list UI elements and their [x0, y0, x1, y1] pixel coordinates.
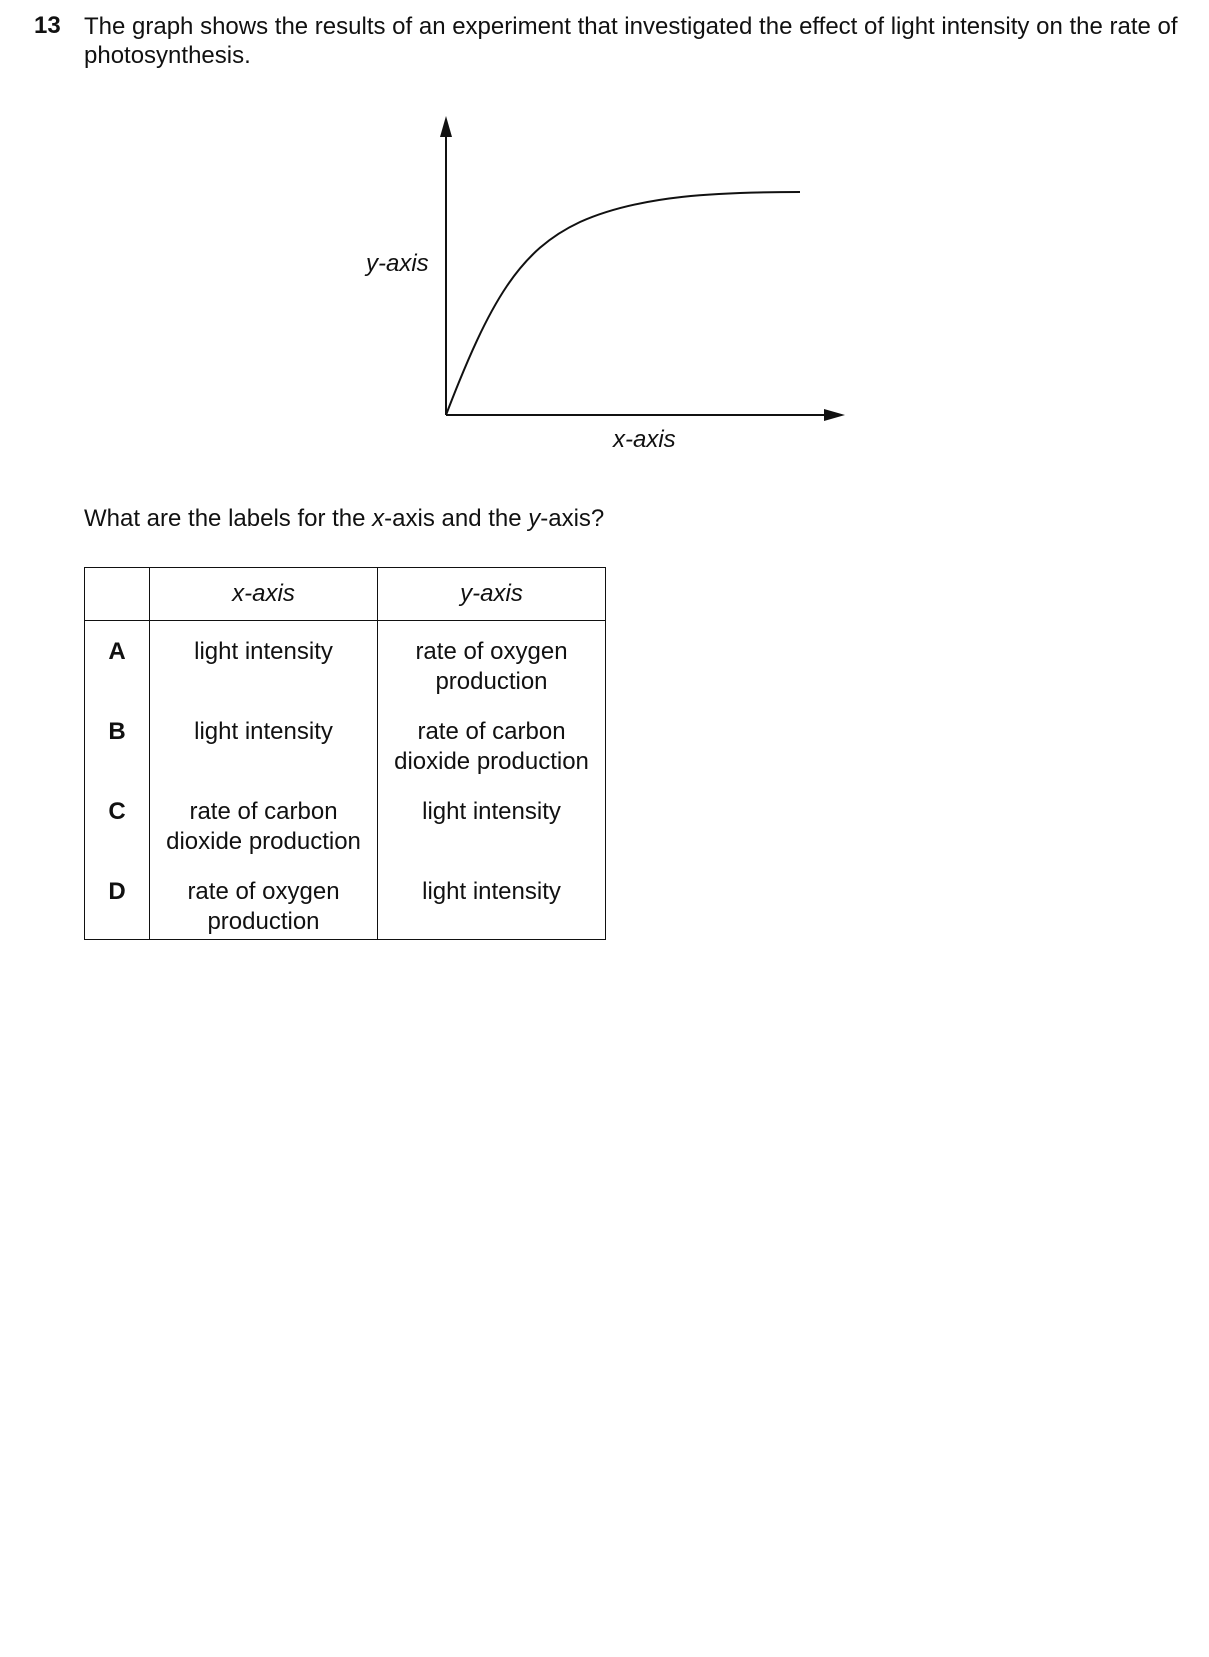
- header-y-axis: y-axis: [378, 568, 606, 621]
- option-y-label: light intensity: [378, 781, 606, 861]
- option-row-c[interactable]: [85, 781, 606, 861]
- option-x-label: rate of oxygen production: [150, 861, 378, 940]
- prompt-text-1: What are the labels for the: [84, 505, 373, 532]
- option-row-b[interactable]: [85, 701, 606, 781]
- question-stem: The graph shows the results of an experiment that investigated the effect of light intensity on the rate of photosynthesis.: [84, 13, 1178, 69]
- option-letter: B: [85, 701, 150, 781]
- option-x-label: rate of carbon dioxide production: [150, 781, 378, 861]
- prompt-x: x: [372, 505, 385, 532]
- option-y-label: rate of carbon dioxide production: [378, 701, 606, 781]
- option-row-a[interactable]: [85, 621, 606, 701]
- option-y-label: light intensity: [378, 861, 606, 940]
- option-x-label: light intensity: [150, 621, 378, 701]
- x-axis-label: x-axis: [613, 426, 676, 453]
- y-axis-label: y-axis: [366, 250, 429, 277]
- option-letter: C: [85, 781, 150, 861]
- question-number: 13: [34, 12, 61, 39]
- graph: [0, 0, 1209, 470]
- y-axis-arrow: [440, 116, 452, 137]
- header-x-axis: x-axis: [150, 568, 378, 621]
- prompt-text-3: -axis?: [540, 505, 605, 532]
- x-axis-arrow: [824, 409, 845, 421]
- header-blank: [85, 568, 150, 621]
- option-y-label: rate of oxygen production: [378, 621, 606, 701]
- option-x-label: light intensity: [150, 701, 378, 781]
- prompt-text-2: -axis and the: [384, 505, 529, 532]
- option-row-d[interactable]: [85, 861, 606, 940]
- option-letter: A: [85, 621, 150, 701]
- options-table: [84, 567, 606, 940]
- curve: [446, 192, 800, 415]
- option-letter: D: [85, 861, 150, 940]
- prompt-y: y: [528, 505, 541, 532]
- question-prompt: [84, 505, 604, 533]
